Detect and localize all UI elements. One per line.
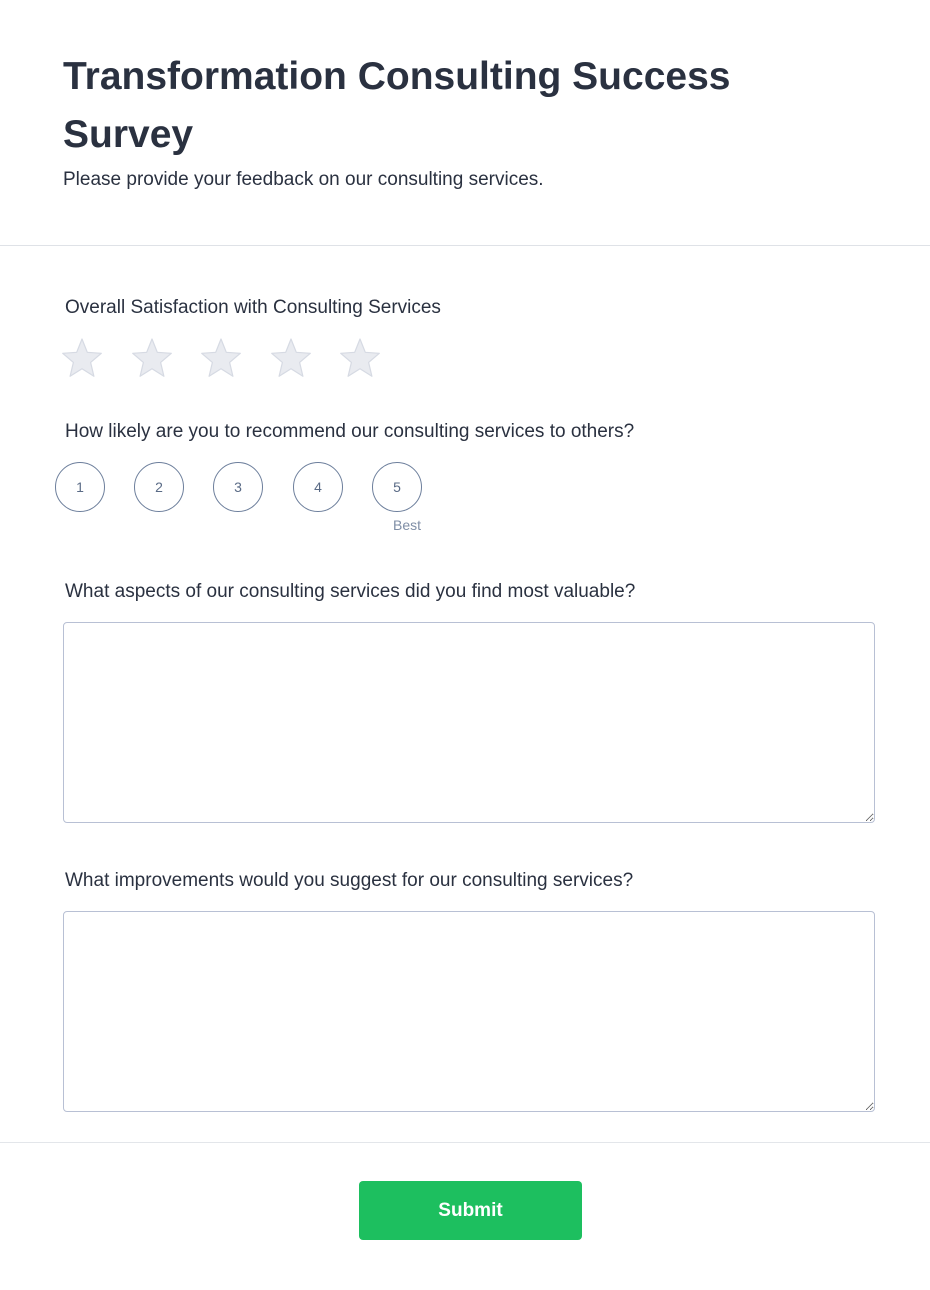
- scale-option-5[interactable]: 5: [372, 462, 422, 512]
- improvements-question-label: What improvements would you suggest for our consulting services?: [65, 870, 634, 891]
- footer-divider: [0, 1142, 930, 1143]
- scale-option-4[interactable]: 4: [293, 462, 343, 512]
- scale-option-2[interactable]: 2: [134, 462, 184, 512]
- valuable-answer-textarea[interactable]: [63, 622, 875, 823]
- scale-option-3[interactable]: 3: [213, 462, 263, 512]
- star-icon-5[interactable]: [338, 336, 382, 380]
- survey-header: [0, 0, 930, 246]
- star-icon-3[interactable]: [199, 336, 243, 380]
- improvements-answer-textarea[interactable]: [63, 911, 875, 1112]
- recommend-scale: [0, 462, 930, 542]
- page-subtitle: Please provide your feedback on our consulting services.: [63, 169, 544, 190]
- star-icon-4[interactable]: [269, 336, 313, 380]
- recommend-question-label: How likely are you to recommend our consulting services to others?: [65, 421, 635, 442]
- submit-button[interactable]: Submit: [359, 1181, 582, 1240]
- valuable-question-label: What aspects of our consulting services did you find most valuable?: [65, 581, 636, 602]
- page-title: Transformation Consulting Success Survey: [63, 55, 731, 156]
- star-icon-2[interactable]: [130, 336, 174, 380]
- scale-option-1[interactable]: 1: [55, 462, 105, 512]
- satisfaction-question-label: Overall Satisfaction with Consulting Services: [65, 297, 441, 318]
- scale-high-label: Best: [392, 517, 421, 533]
- star-icon-1[interactable]: [60, 336, 104, 380]
